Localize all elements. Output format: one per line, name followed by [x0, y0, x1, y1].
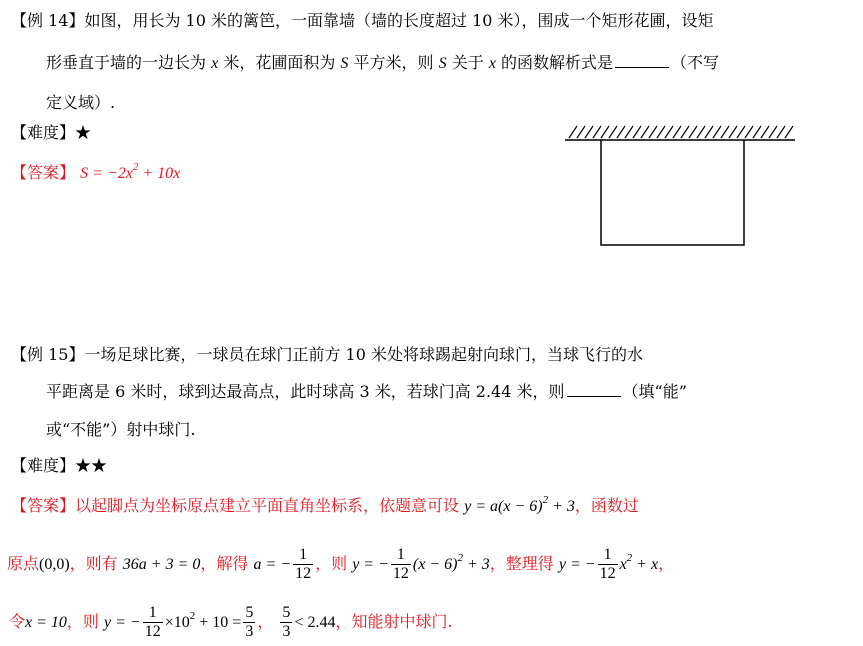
fraction [280, 604, 292, 641]
numerator: 1 [293, 546, 313, 565]
formula-part: x [619, 556, 627, 573]
inequality: < 2.44 [294, 614, 336, 631]
q14-line2 [46, 52, 719, 75]
formula-part: + 3 [462, 556, 490, 573]
equation: a = − [253, 556, 292, 573]
equation: y = − [352, 556, 389, 573]
numerator: 1 [143, 604, 163, 623]
q15-line1: 【例 15】一场足球比赛，一球员在球门正前方 10 米处将球踢起射向球门，当球飞行的水 [11, 345, 643, 364]
wall-hatching [569, 126, 793, 138]
denominator: 12 [392, 565, 409, 582]
answer-blank [567, 382, 621, 397]
numerator: 5 [245, 604, 254, 621]
exponent: 2 [132, 161, 139, 173]
formula [464, 494, 575, 515]
text: 形垂直于墙的一边长为 [46, 53, 207, 72]
text: ， [257, 612, 274, 631]
equation: y = − [104, 614, 141, 631]
text: 令 [9, 612, 26, 631]
text: 的函数解析式是 [501, 53, 614, 72]
var-s: S [340, 55, 349, 72]
formula-part: + 10x [138, 165, 181, 182]
formula-part: + 3 [548, 498, 575, 515]
text: ，整理得 [489, 554, 554, 573]
q14-answer [11, 162, 180, 185]
formula-part: S = −2x [80, 165, 133, 182]
denominator: 3 [245, 623, 254, 640]
answer-formula [80, 161, 181, 182]
text: ，函数过 [574, 496, 639, 515]
q14-line1: 【例 14】如图，用长为 10 米的篱笆，一面靠墙（墙的长度超过 10 米），围成一个矩形花圃，设矩 [11, 11, 714, 30]
text: 平距离是 6 米时，球到达最高点，此时球高 3 米，若球门高 2.44 米，则 [46, 382, 565, 401]
exponent: 2 [457, 552, 463, 564]
fraction [598, 546, 618, 583]
text: 平方米，则 [353, 53, 434, 72]
text: ，知能射中球门. [335, 612, 453, 631]
origin-point: (0,0) [39, 556, 70, 573]
garden-diagram [555, 118, 800, 253]
formula-part: (x − 6) [412, 556, 458, 573]
denominator: 12 [599, 565, 616, 582]
formula-part: y = a(x − 6) [464, 498, 543, 515]
answer-blank [615, 53, 669, 68]
fraction [391, 546, 411, 583]
equation: x = 10 [25, 614, 67, 631]
var-s: S [438, 55, 447, 72]
formula-part: + x [632, 556, 659, 573]
fraction [243, 604, 255, 641]
var-x: x [211, 55, 219, 72]
denominator: 12 [144, 623, 161, 640]
exponent: 2 [542, 494, 549, 506]
denominator: 3 [282, 623, 291, 640]
text: 米，花圃面积为 [223, 53, 336, 72]
numerator: 1 [391, 546, 411, 565]
text: ，则 [315, 554, 348, 573]
q15-line3: 或“不能”）射中球门. [46, 420, 196, 439]
text: （填“能” [622, 382, 687, 401]
q15-line2 [46, 381, 687, 403]
formula-part: + 10 = [195, 614, 242, 631]
answer-label: 【答案】 [11, 496, 76, 515]
text: 关于 [451, 53, 484, 72]
equation: 36a + 3 = 0 [122, 556, 201, 573]
numerator: 1 [598, 546, 618, 565]
text: 以起脚点为坐标原点建立平面直角坐标系，依题意可设 [75, 496, 460, 515]
text: ，则 [66, 612, 99, 631]
text: 原点 [7, 554, 40, 573]
q15-answer-line2 [7, 546, 674, 583]
fraction [143, 604, 163, 641]
formula [164, 610, 242, 631]
q15-answer-line3 [9, 604, 453, 641]
formula [619, 552, 659, 573]
q14-line3: 定义域）. [46, 93, 116, 112]
exponent: 2 [626, 552, 633, 564]
text: ，解得 [200, 554, 249, 573]
text: （不写 [671, 53, 720, 72]
garden-rectangle [601, 140, 744, 245]
text: ， [658, 554, 675, 573]
q15-difficulty: 【难度】★★ [11, 456, 108, 475]
equation: y = − [558, 556, 596, 573]
formula [412, 552, 490, 573]
numerator: 5 [282, 604, 291, 621]
answer-label: 【答案】 [11, 163, 76, 182]
text: ，则有 [69, 554, 118, 573]
formula-part: ×10 [164, 614, 190, 631]
denominator: 12 [295, 565, 312, 582]
q14-difficulty: 【难度】★ [11, 123, 92, 142]
q15-answer-line1 [11, 495, 639, 518]
fraction [293, 546, 313, 583]
exponent: 2 [189, 610, 196, 622]
var-x: x [488, 55, 496, 72]
